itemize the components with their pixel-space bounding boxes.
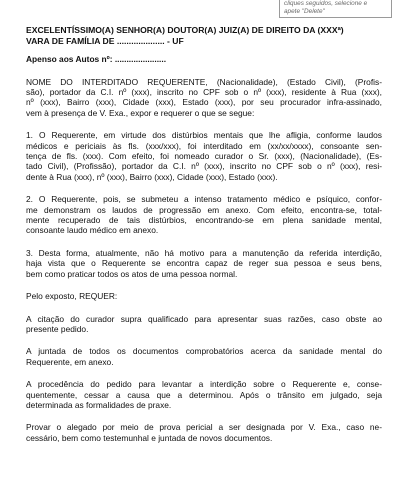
- text-line: nº (xxx), Bairro (xxx), Cidade (xxx), Estado (xxx), por seu procurador infra-assinado,: [26, 97, 382, 108]
- document-heading: [26, 25, 382, 46]
- instruction-note: cliques seguidos, selecione e apete "Delete": [279, 0, 392, 18]
- text-line: consoante laudo médico em anexo.: [26, 225, 159, 236]
- text-line: 2. O Requerente, pois, se submeteu a intenso tratamento médico e psíquico, confor-: [26, 194, 382, 205]
- intro-paragraph: [26, 77, 382, 119]
- text-line: Pelo exposto, REQUER:: [26, 291, 118, 302]
- item-2-paragraph: [26, 194, 382, 236]
- text-line: 3. Desta forma, atualmente, não há motivo para a manutenção da referida interdição,: [26, 247, 382, 258]
- request-b-paragraph: [26, 346, 382, 367]
- request-c-paragraph: [26, 379, 382, 410]
- text-line: 1. O Requerente, em virtude dos distúrbios mentais que lhe afligia, conforme laudos: [26, 130, 382, 141]
- text-line: A juntada de todos os documentos comprobatórios acerca da sanidade mental do: [26, 346, 382, 357]
- text-line: A citação do curador supra qualificado para apresentar suas razões, caso obste ao: [26, 313, 382, 324]
- text-line: tença de fls. (xxx). Com efeito, foi nomeado curador o Sr. (xxx), (Nacionalidade), (Es-: [26, 151, 382, 162]
- text-line: determinada as formalidades de praxe.: [26, 399, 172, 410]
- text-line: Requerente, em anexo.: [26, 356, 114, 367]
- text-line: médicos e periciais às fls. (xxx/xxx), foi interditado em (xx/xx/xxxx), consoante sen-: [26, 140, 382, 151]
- text-line: dente à Rua (xxx), nº (xxx), Bairro (xxx), Cidade (xxx), Estado (xxx).: [26, 171, 278, 182]
- text-line: A procedência do pedido para levantar a interdição sobre o Requerente e, conse-: [26, 379, 382, 390]
- text-line: Provar o alegado por meio de prova pericial a ser designada por V. Exa., caso ne-: [26, 422, 382, 433]
- heading-line-1: EXCELENTÍSSIMO(A) SENHOR(A) DOUTOR(A) JUIZ(A) DE DIREITO DA (XXXª): [26, 25, 344, 35]
- text-line: presente pedido.: [26, 323, 89, 334]
- apenso-line: Apenso aos Autos nº: ......................: [26, 54, 167, 65]
- item-3-paragraph: [26, 248, 382, 279]
- text-line: são), portador da C.I. nº (xxx), inscrito no CPF sob o nº (xxx), residente à Rua (xxx),: [26, 87, 382, 97]
- petition-document: [26, 25, 382, 443]
- text-line: bem como praticar todos os atos de uma pessoa normal.: [26, 268, 238, 279]
- text-line: cessário, bem como testemunhal e juntada de novos documentos.: [26, 432, 273, 443]
- text-line: NOME DO INTERDITADO REQUERENTE, (Nacionalidade), (Estado Civil), (Profis-: [26, 76, 382, 87]
- text-line: me demonstram os laudos de progressão em anexo. Com efeito, encontra-se, total-: [26, 204, 382, 215]
- request-d-paragraph: [26, 422, 382, 443]
- text-line: tado Civil), (Profissão), portador da C.I. nº (xxx), inscrito no CPF sob o nº (xxx), resi-: [26, 161, 382, 172]
- item-1-paragraph: [26, 130, 382, 182]
- heading-line-2: VARA DE FAMÍLIA DE .................... - UF: [26, 35, 184, 46]
- text-line: mente recuperado de tais distúrbios, encontrando-se em plena sanidade mental,: [26, 215, 382, 226]
- text-line: haja vista que o Requerente se encontra capaz de reger sua pessoa e seus bens,: [26, 258, 382, 269]
- requer-line: [26, 291, 382, 301]
- text-line: quentemente, cessar a causa que a determinou. Após o trânsito em julgado, seja: [26, 389, 382, 400]
- text-line: vem à presença de V. Exa., expor e requerer o que se segue:: [26, 107, 255, 118]
- request-a-paragraph: [26, 314, 382, 335]
